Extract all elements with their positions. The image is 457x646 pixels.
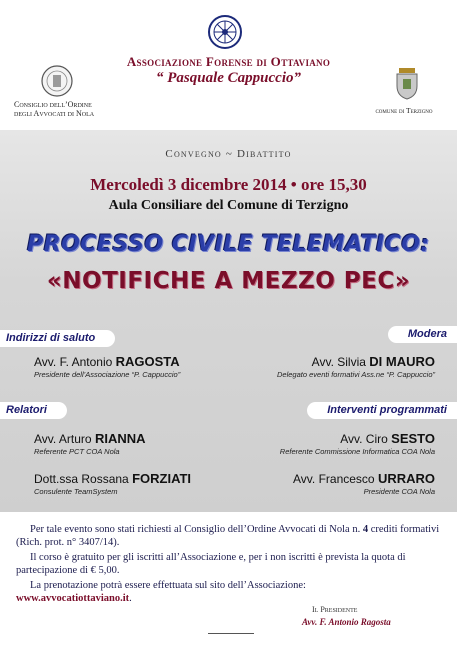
person-prefix: Dott.ssa	[34, 472, 79, 486]
person-surname: URRARO	[377, 471, 435, 486]
bottom-divider	[208, 633, 254, 634]
moderator-heading: Modera	[388, 326, 457, 343]
header	[0, 0, 457, 126]
person-surname: RIANNA	[94, 431, 146, 446]
person-role: Referente Commissione Informatica COA Nola	[279, 447, 435, 456]
municipality-crest-icon	[393, 66, 421, 100]
person-first-name: Ciro	[365, 432, 388, 446]
event-title-line1: PROCESSO CIVILE TELEMATICO:	[27, 232, 430, 257]
speaker-person-1	[34, 431, 146, 456]
association-emblem-icon	[207, 14, 243, 50]
person-surname: DI MAURO	[369, 354, 435, 369]
person-prefix: Avv.	[34, 432, 57, 446]
credits-text: Per tale evento sono stati richiesti al Consiglio dell’Ordine Avvocati di Nola n.	[30, 524, 361, 535]
website-link[interactable]: www.avvocatiottaviano.it	[16, 592, 130, 604]
fee-paragraph: Il corso è gratuito per gli iscritti all’Associazione e, per i non iscritti è prevista la quota di partecipazione di € 5,00.	[16, 552, 406, 576]
signature-title: Il Presidente	[312, 605, 358, 614]
website-link-period: .	[129, 592, 132, 604]
credits-protocol: crediti formativi (Rich. prot. n° 3407/14).	[16, 524, 440, 548]
greeting-person	[34, 354, 180, 379]
footer-notes	[16, 524, 444, 605]
event-title-line2: «NOTIFICHE A MEZZO PEC»	[46, 268, 411, 294]
person-role: Referente PCT COA Nola	[34, 447, 120, 456]
booking-paragraph: La prenotazione potrà essere effettuata sul sito dell’Associazione:	[30, 580, 306, 591]
scheduled-person-2	[293, 471, 435, 496]
person-surname: FORZIATI	[132, 471, 192, 486]
bar-council-line1: Consiglio dell’Ordine	[14, 100, 92, 109]
moderator-person	[277, 354, 435, 379]
person-surname: SESTO	[391, 431, 435, 446]
person-role: Presidente dell’Associazione “P. Cappuccio”	[34, 370, 181, 379]
person-first-name: F. Antonio	[59, 355, 113, 369]
signature-name: Avv. F. Antonio Ragosta	[302, 617, 391, 627]
credits-number: 4	[362, 524, 369, 535]
person-surname: RAGOSTA	[115, 354, 180, 369]
credits-paragraph	[16, 524, 444, 549]
bar-council-caption	[14, 100, 114, 118]
event-venue: Aula Consiliare del Comune di Terzigno	[108, 198, 349, 213]
person-role: Presidente COA Nola	[363, 487, 435, 496]
person-first-name: Rossana	[81, 472, 129, 486]
scheduled-person-1	[280, 431, 435, 456]
person-prefix: Avv.	[311, 355, 334, 369]
person-first-name: Arturo	[58, 432, 92, 446]
municipality-caption: comune di Terzigno	[375, 106, 433, 115]
person-prefix: Avv.	[34, 355, 57, 369]
person-first-name: Silvia	[337, 355, 366, 369]
association-title: Associazione Forense di Ottaviano	[126, 54, 331, 69]
person-first-name: Francesco	[318, 472, 375, 486]
bar-council-line2: degli Avvocati di Nola	[14, 109, 95, 118]
greetings-heading: Indirizzi di saluto	[0, 330, 115, 347]
scheduled-heading: Interventi programmati	[307, 402, 457, 419]
bar-council-seal-icon	[40, 64, 74, 98]
person-role: Consulente TeamSystem	[34, 487, 118, 496]
person-prefix: Avv.	[292, 472, 316, 486]
speaker-person-2	[34, 471, 191, 496]
event-date: Mercoledì 3 dicembre 2014 • ore 15,30	[90, 175, 367, 194]
association-subtitle: “ Pasquale Cappuccio”	[156, 70, 301, 86]
event-kind: Convegno ~ Dibattito	[165, 148, 292, 160]
person-role: Delegato eventi formativi Ass.ne “P. Cappuccio”	[277, 370, 435, 379]
person-prefix: Avv.	[340, 432, 363, 446]
speakers-heading: Relatori	[0, 402, 67, 419]
